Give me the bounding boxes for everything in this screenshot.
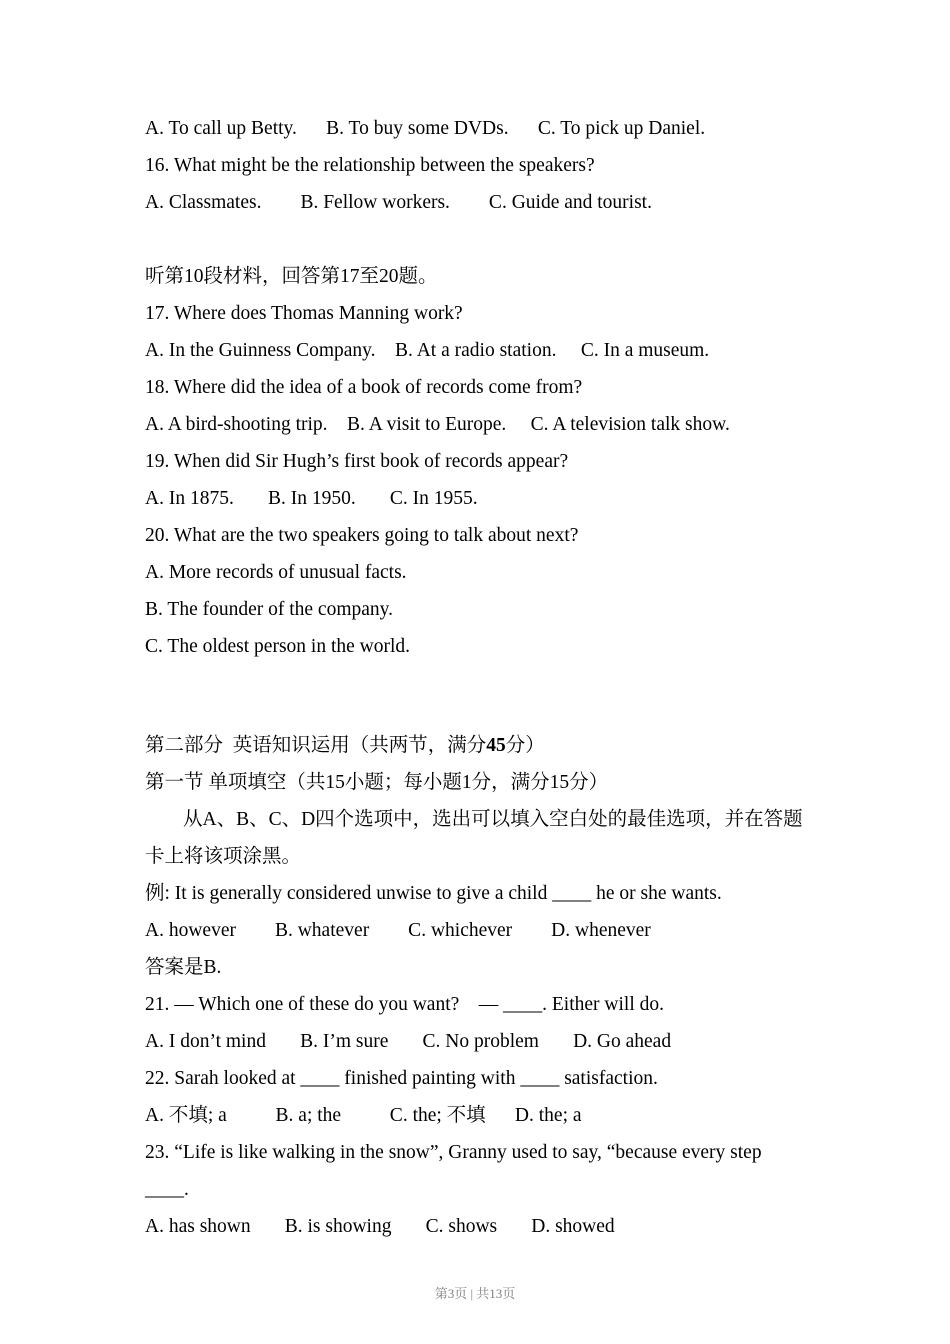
example-options: A. however B. whatever C. whichever D. whenever <box>145 920 651 941</box>
section1-heading: 第一节 单项填空（共15小题；每小题1分，满分15分） <box>145 772 609 793</box>
blank-line <box>145 665 820 727</box>
options-q18: A. A bird-shooting trip. B. A visit to Europe. C. A television talk show. <box>145 414 730 435</box>
page-footer: 第3页 | 共13页 <box>434 1286 516 1301</box>
options-q16: A. Classmates. B. Fellow workers. C. Guide and tourist. <box>145 192 652 213</box>
part2-heading-suffix: 分） <box>505 735 545 756</box>
instruction-line-2: 卡上将该项涂黑。 <box>145 846 302 867</box>
question-19: 19. When did Sir Hugh’s first book of records appear? <box>145 451 569 472</box>
question-23-line-2: ____. <box>145 1179 189 1200</box>
part2-heading-prefix: 第二部分 英语知识运用（共两节，满分 <box>145 735 487 756</box>
blank-line <box>145 221 820 258</box>
options-q15: A. To call up Betty. B. To buy some DVDs. C. To pick up Daniel. <box>145 118 706 139</box>
question-18: 18. Where did the idea of a book of records come from? <box>145 377 583 398</box>
example-answer: 答案是B. <box>145 957 222 978</box>
question-23-line-1: 23. “Life is like walking in the snow”, Granny used to say, “because every step <box>145 1142 762 1163</box>
options-q22: A. 不填; a B. a; the C. the; 不填 D. the; a <box>145 1105 582 1126</box>
option-q20-c: C. The oldest person in the world. <box>145 636 411 657</box>
options-q23: A. has shown B. is showing C. shows D. showed <box>145 1216 615 1237</box>
option-q20-a: A. More records of unusual facts. <box>145 562 407 583</box>
question-20: 20. What are the two speakers going to talk about next? <box>145 525 579 546</box>
part2-heading-bold-score: 45 <box>486 735 506 756</box>
options-q21: A. I don’t mind B. I’m sure C. No problem D. Go ahead <box>145 1031 672 1052</box>
part2-heading <box>145 727 820 764</box>
options-q17: A. In the Guinness Company. B. At a radio station. C. In a museum. <box>145 340 710 361</box>
question-17: 17. Where does Thomas Manning work? <box>145 303 463 324</box>
options-q19: A. In 1875. B. In 1950. C. In 1955. <box>145 488 478 509</box>
document-content <box>145 110 820 1245</box>
question-21: 21. — Which one of these do you want? — ____. Either will do. <box>145 994 665 1015</box>
question-22: 22. Sarah looked at ____ finished painting with ____ satisfaction. <box>145 1068 658 1089</box>
instruction-line-1: 从A、B、C、D四个选项中，选出可以填入空白处的最佳选项，并在答题 <box>183 809 803 830</box>
example-sentence: 例: It is generally considered unwise to give a child ____ he or she wants. <box>145 883 722 904</box>
option-q20-b: B. The founder of the company. <box>145 599 394 620</box>
listening-section-10-instruction: 听第10段材料，回答第17至20题。 <box>145 266 438 287</box>
question-16: 16. What might be the relationship between the speakers? <box>145 155 595 176</box>
